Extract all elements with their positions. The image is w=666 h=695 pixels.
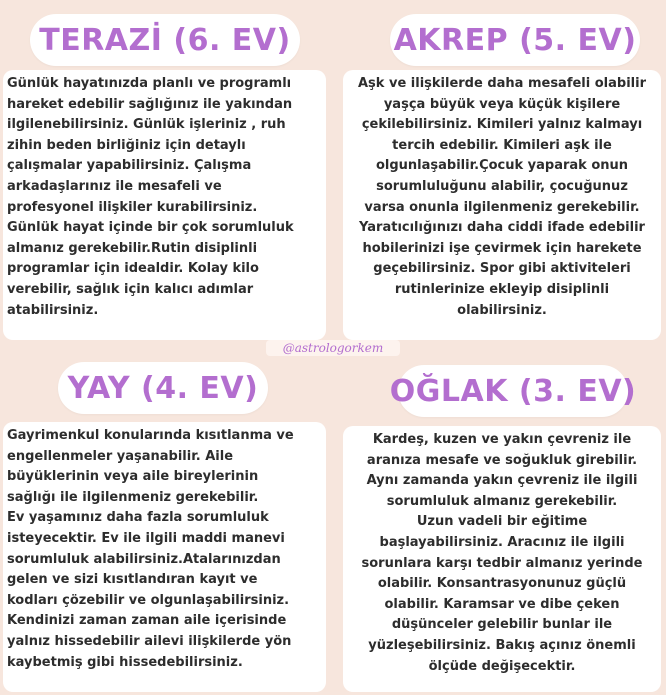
yay-title-pill xyxy=(58,362,268,414)
terazi-title: TERAZİ (6. EV) xyxy=(39,22,291,58)
akrep-title: AKREP (5. EV) xyxy=(393,22,637,58)
terazi-text-card xyxy=(3,70,326,340)
watermark-handle: @astrologorkem xyxy=(266,340,400,356)
yay-title: YAY (4. EV) xyxy=(67,370,259,406)
terazi-title-pill xyxy=(30,14,300,66)
akrep-title-pill xyxy=(390,14,640,66)
terazi-text: Günlük hayatınızda planlı ve programlı hareket edebilir sağlığınız ile yakından ilgilenebilirsiniz. Günlük işleriniz , ruh zihin beden birliğiniz için detaylı çalışmalar yapabilirsiniz. Çalışma arkadaşlarınız ile mesafeli ve profesyonel ilişkiler kurabilirsiniz. Günlük hayat içinde bir çok sorumluluk almanız gerekebilir.Rutin disiplinli programlar için idealdir. Kolay kilo verebilir, sağlık için kalıcı adımlar atabilirsiniz. xyxy=(7,76,294,318)
akrep-text: Aşk ve ilişkilerde daha mesafeli olabilir yaşça büyük veya küçük kişilere çekilebilirsiniz. Kimileri yalnız kalmayı tercih edebilir. Kimileri aşk ile olgunlaşabilir.Çocuk yaparak onun sorumluluğunu alabilir, çocuğunuz varsa onunla ilgilenmeniz gerekebilir. Yaratıcılığınızı daha ciddi ifade edebilir hobilerinizi işe çevirmek için harekete geçebilirsiniz. Spor gibi aktiviteleri rutinlerinize ekleyip disiplinli olabilirsiniz. xyxy=(358,76,646,318)
yay-text-card xyxy=(3,422,326,692)
oglak-text-card xyxy=(343,426,661,692)
yay-text: Gayrimenkul konularında kısıtlanma ve engellenmeler yaşanabilir. Aile büyüklerinin veya aile bireylerinin sağlığı ile ilgilenmeniz gerekebilir. Ev yaşamınız daha fazla sorumluluk isteyecektir. Ev ile ilgili maddi manevi sorumluluk alabilirsiniz.Atalarınızdan gelen ve sizi kısıtlandıran kayıt ve kodları çözebilir ve olgunlaşabilirsiniz. Kendinizi zaman zaman aile içerisinde yalnız hissedebilir ailevi ilişkilerde yön kaybetmiş gibi hissedebilirsiniz. xyxy=(7,428,294,670)
akrep-text-card xyxy=(343,70,661,340)
oglak-text: Kardeş, kuzen ve yakın çevreniz ile aranıza mesafe ve soğukluk girebilir. Aynı zamanda yakın çevreniz ile ilgili sorumluluk almanız gerekebilir. Uzun vadeli bir eğitime başlayabilirsiniz. Aracınız ile ilgili sorunlara karşı tedbir almanız yerinde olabilir. Konsantrasyonunuz güçlü olabilir. Karamsar ve dibe çeken düşünceler gelebilir bunlar ile yüzleşebilirsiniz. Bakış açınız önemli ölçüde değişecektir. xyxy=(361,432,643,674)
oglak-title-pill xyxy=(389,365,637,417)
oglak-title: OĞLAK (3. EV) xyxy=(389,373,637,409)
